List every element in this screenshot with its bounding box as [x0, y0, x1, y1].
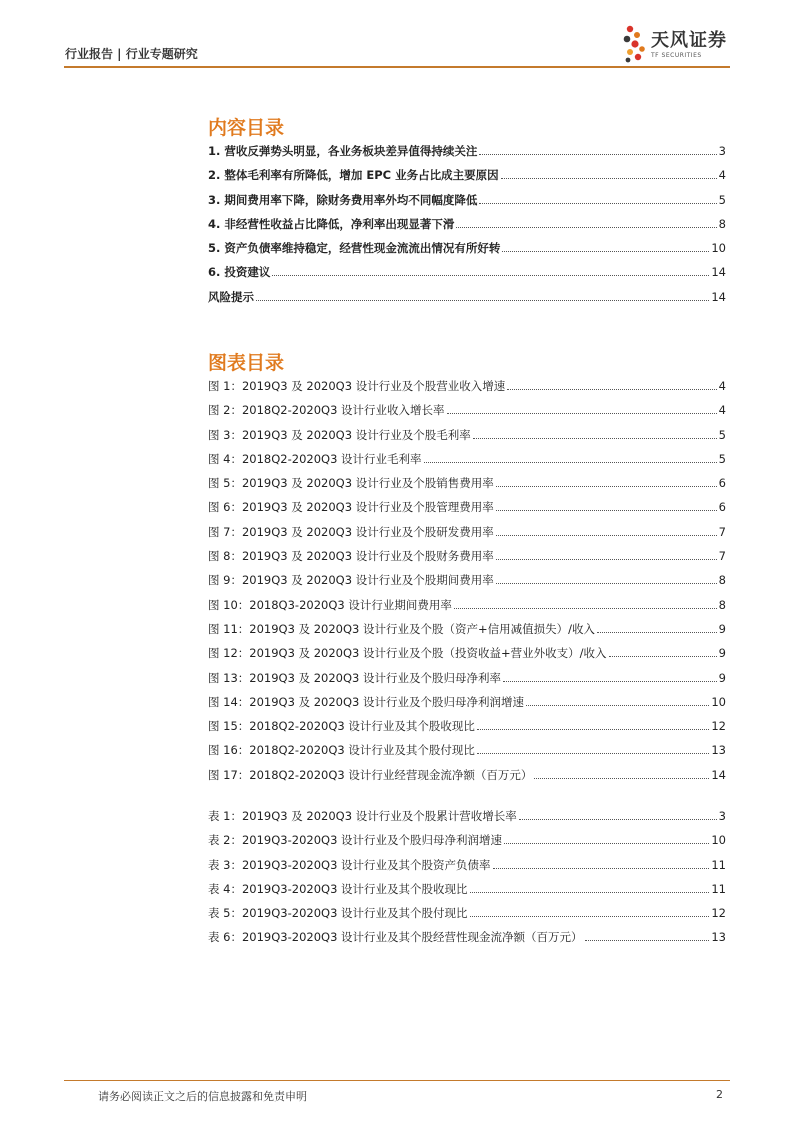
- toc-entry-label: 风险提示: [208, 289, 254, 304]
- dot-leader: [526, 696, 709, 706]
- toc-entry[interactable]: [208, 905, 726, 929]
- dot-leader: [256, 291, 709, 301]
- toc-entry-page: 6: [718, 500, 726, 515]
- toc-entry-label: 5. 资产负债率维持稳定，经营性现金流流出情况有所好转: [208, 241, 501, 256]
- toc-entry[interactable]: [208, 167, 726, 191]
- toc-entry-label: 图 16：2018Q2-2020Q3 设计行业及其个股付现比: [208, 743, 475, 758]
- dot-leader: [519, 810, 717, 820]
- toc-entry-page: 9: [718, 646, 726, 661]
- toc-entry[interactable]: [208, 881, 726, 905]
- toc-entry[interactable]: [208, 240, 726, 264]
- dot-leader: [496, 526, 717, 536]
- toc-entry[interactable]: [208, 548, 726, 572]
- dot-leader: [470, 907, 710, 917]
- dot-leader: [496, 574, 717, 584]
- dot-leader: [272, 266, 709, 276]
- toc-entry-page: 3: [718, 809, 726, 823]
- toc-entry[interactable]: [208, 143, 726, 167]
- dot-leader: [479, 145, 716, 155]
- toc-entry-page: 6: [718, 476, 726, 491]
- toc-entry[interactable]: [208, 451, 726, 475]
- toc-entry-page: 10: [711, 694, 726, 709]
- footer-divider: [64, 1080, 730, 1081]
- dot-leader: [477, 720, 709, 730]
- toc-entry-page: 9: [718, 621, 726, 636]
- toc-entry-label: 图 8：2019Q3 及 2020Q3 设计行业及个股财务费用率: [208, 549, 494, 564]
- toc-entry-label: 3. 期间费用率下降，除财务费用率外均不同幅度降低: [208, 192, 478, 207]
- toc-entry-page: 13: [711, 743, 726, 758]
- dot-leader: [470, 883, 710, 893]
- toc-entry[interactable]: [208, 402, 726, 426]
- figures-title: 图表目录: [208, 352, 285, 374]
- toc-entry-label: 图 11：2019Q3 及 2020Q3 设计行业及个股（资产+信用减值损失）/收入: [208, 621, 596, 636]
- toc-entry-page: 11: [711, 881, 726, 896]
- toc-entry-page: 11: [711, 857, 726, 872]
- toc-entry[interactable]: [208, 192, 726, 216]
- page-number: 2: [716, 1088, 723, 1101]
- dot-leader: [507, 380, 716, 390]
- dot-leader: [597, 623, 717, 633]
- toc-entry[interactable]: [208, 808, 726, 832]
- dot-leader: [534, 769, 709, 779]
- toc-entry-page: 5: [718, 427, 726, 442]
- toc-entry[interactable]: [208, 289, 726, 313]
- dot-leader: [473, 429, 717, 439]
- toc-entry-page: 10: [711, 241, 726, 256]
- toc-entry-label: 图 14：2019Q3 及 2020Q3 设计行业及个股归母净利润增速: [208, 694, 525, 709]
- toc-entry[interactable]: [208, 742, 726, 766]
- toc-entry-page: 13: [711, 930, 726, 945]
- toc-entry[interactable]: [208, 597, 726, 621]
- toc-entry-page: 14: [711, 767, 726, 782]
- dot-leader: [496, 501, 717, 511]
- toc-entry-label: 图 12：2019Q3 及 2020Q3 设计行业及个股（投资收益+营业外收支）/收入: [208, 646, 607, 661]
- toc-entry-label: 图 4：2018Q2-2020Q3 设计行业毛利率: [208, 451, 422, 466]
- toc-entry[interactable]: [208, 645, 726, 669]
- contents-list: [208, 143, 726, 313]
- toc-entry-label: 图 1：2019Q3 及 2020Q3 设计行业及个股营业收入增速: [208, 379, 506, 393]
- toc-entry[interactable]: [208, 621, 726, 645]
- company-logo: [621, 24, 733, 64]
- toc-entry-page: 7: [718, 524, 726, 539]
- toc-entry-label: 1. 营收反弹势头明显，各业务板块差异值得持续关注: [208, 144, 478, 158]
- dot-leader: [456, 218, 716, 228]
- toc-entry[interactable]: [208, 718, 726, 742]
- toc-entry-page: 4: [718, 168, 726, 183]
- toc-entry-label: 表 3：2019Q3-2020Q3 设计行业及其个股资产负债率: [208, 857, 491, 872]
- toc-entry-page: 3: [718, 144, 726, 158]
- toc-entry-page: 5: [718, 451, 726, 466]
- toc-entry-page: 7: [718, 549, 726, 564]
- toc-entry[interactable]: [208, 832, 726, 856]
- toc-entry-page: 8: [718, 216, 726, 231]
- logo-name: 天风证券: [651, 30, 727, 51]
- toc-entry-page: 8: [718, 573, 726, 588]
- flower-logo-icon: [621, 24, 649, 64]
- toc-entry-label: 图 9：2019Q3 及 2020Q3 设计行业及个股期间费用率: [208, 573, 494, 588]
- toc-entry-page: 4: [718, 379, 726, 393]
- toc-entry[interactable]: [208, 264, 726, 288]
- toc-entry-label: 图 2：2018Q2-2020Q3 设计行业收入增长率: [208, 403, 445, 418]
- toc-entry-page: 12: [711, 719, 726, 734]
- toc-entry-label: 图 15：2018Q2-2020Q3 设计行业及其个股收现比: [208, 719, 475, 734]
- toc-entry-page: 14: [711, 265, 726, 280]
- toc-entry-label: 表 2：2019Q3-2020Q3 设计行业及个股归母净利润增速: [208, 833, 503, 848]
- figures-list: [208, 378, 726, 791]
- dot-leader: [496, 477, 717, 487]
- toc-entry-label: 6. 投资建议: [208, 265, 271, 280]
- toc-entry-label: 4. 非经营性收益占比降低，净利率出现显著下滑: [208, 216, 455, 231]
- toc-entry[interactable]: [208, 857, 726, 881]
- toc-entry-label: 表 6：2019Q3-2020Q3 设计行业及其个股经营性现金流净额（百万元）: [208, 930, 583, 945]
- header-title: 行业报告 | 行业专题研究: [65, 47, 198, 61]
- header-divider: [64, 66, 730, 68]
- toc-entry[interactable]: [208, 524, 726, 548]
- toc-entry-label: 图 17：2018Q2-2020Q3 设计行业经营现金流净额（百万元）: [208, 767, 533, 782]
- toc-entry[interactable]: [208, 694, 726, 718]
- toc-entry[interactable]: [208, 475, 726, 499]
- toc-entry-page: 5: [718, 192, 726, 207]
- toc-entry-page: 9: [718, 670, 726, 685]
- toc-entry[interactable]: [208, 216, 726, 240]
- toc-entry[interactable]: [208, 499, 726, 523]
- logo-subtitle: TF SECURITIES: [651, 52, 702, 59]
- toc-entry-label: 图 7：2019Q3 及 2020Q3 设计行业及个股研发费用率: [208, 524, 494, 539]
- dot-leader: [479, 194, 716, 204]
- toc-entry-label: 2. 整体毛利率有所降低，增加 EPC 业务占比成主要原因: [208, 168, 499, 183]
- dot-leader: [585, 931, 710, 941]
- dot-leader: [477, 744, 709, 754]
- dot-leader: [609, 647, 717, 657]
- dot-leader: [424, 453, 717, 463]
- toc-entry-label: 表 4：2019Q3-2020Q3 设计行业及其个股收现比: [208, 881, 468, 896]
- toc-entry[interactable]: [208, 378, 726, 402]
- dot-leader: [502, 242, 709, 252]
- dot-leader: [504, 834, 709, 844]
- toc-entry[interactable]: [208, 767, 726, 791]
- toc-entry[interactable]: [208, 670, 726, 694]
- toc-entry-label: 表 1：2019Q3 及 2020Q3 设计行业及个股累计营收增长率: [208, 809, 517, 823]
- dot-leader: [454, 599, 717, 609]
- toc-entry-page: 10: [711, 833, 726, 848]
- contents-title: 内容目录: [208, 117, 285, 139]
- toc-entry-page: 8: [718, 597, 726, 612]
- toc-entry-label: 图 3：2019Q3 及 2020Q3 设计行业及个股毛利率: [208, 427, 471, 442]
- toc-entry-label: 表 5：2019Q3-2020Q3 设计行业及其个股付现比: [208, 906, 468, 921]
- dot-leader: [493, 859, 710, 869]
- toc-entry-label: 图 5：2019Q3 及 2020Q3 设计行业及个股销售费用率: [208, 476, 494, 491]
- toc-entry-page: 14: [711, 289, 726, 304]
- toc-entry-page: 4: [718, 403, 726, 418]
- dot-leader: [503, 672, 717, 682]
- toc-entry-page: 12: [711, 906, 726, 921]
- tables-list: [208, 808, 726, 954]
- toc-entry[interactable]: [208, 572, 726, 596]
- toc-entry[interactable]: [208, 427, 726, 451]
- dot-leader: [447, 404, 717, 414]
- footer-disclaimer: 请务必阅读正文之后的信息披露和免责申明: [98, 1090, 307, 1103]
- dot-leader: [501, 169, 717, 179]
- toc-entry-label: 图 13：2019Q3 及 2020Q3 设计行业及个股归母净利率: [208, 670, 502, 685]
- dot-leader: [496, 550, 717, 560]
- toc-entry-label: 图 10：2018Q3-2020Q3 设计行业期间费用率: [208, 597, 452, 612]
- toc-entry[interactable]: [208, 929, 726, 953]
- toc-entry-label: 图 6：2019Q3 及 2020Q3 设计行业及个股管理费用率: [208, 500, 494, 515]
